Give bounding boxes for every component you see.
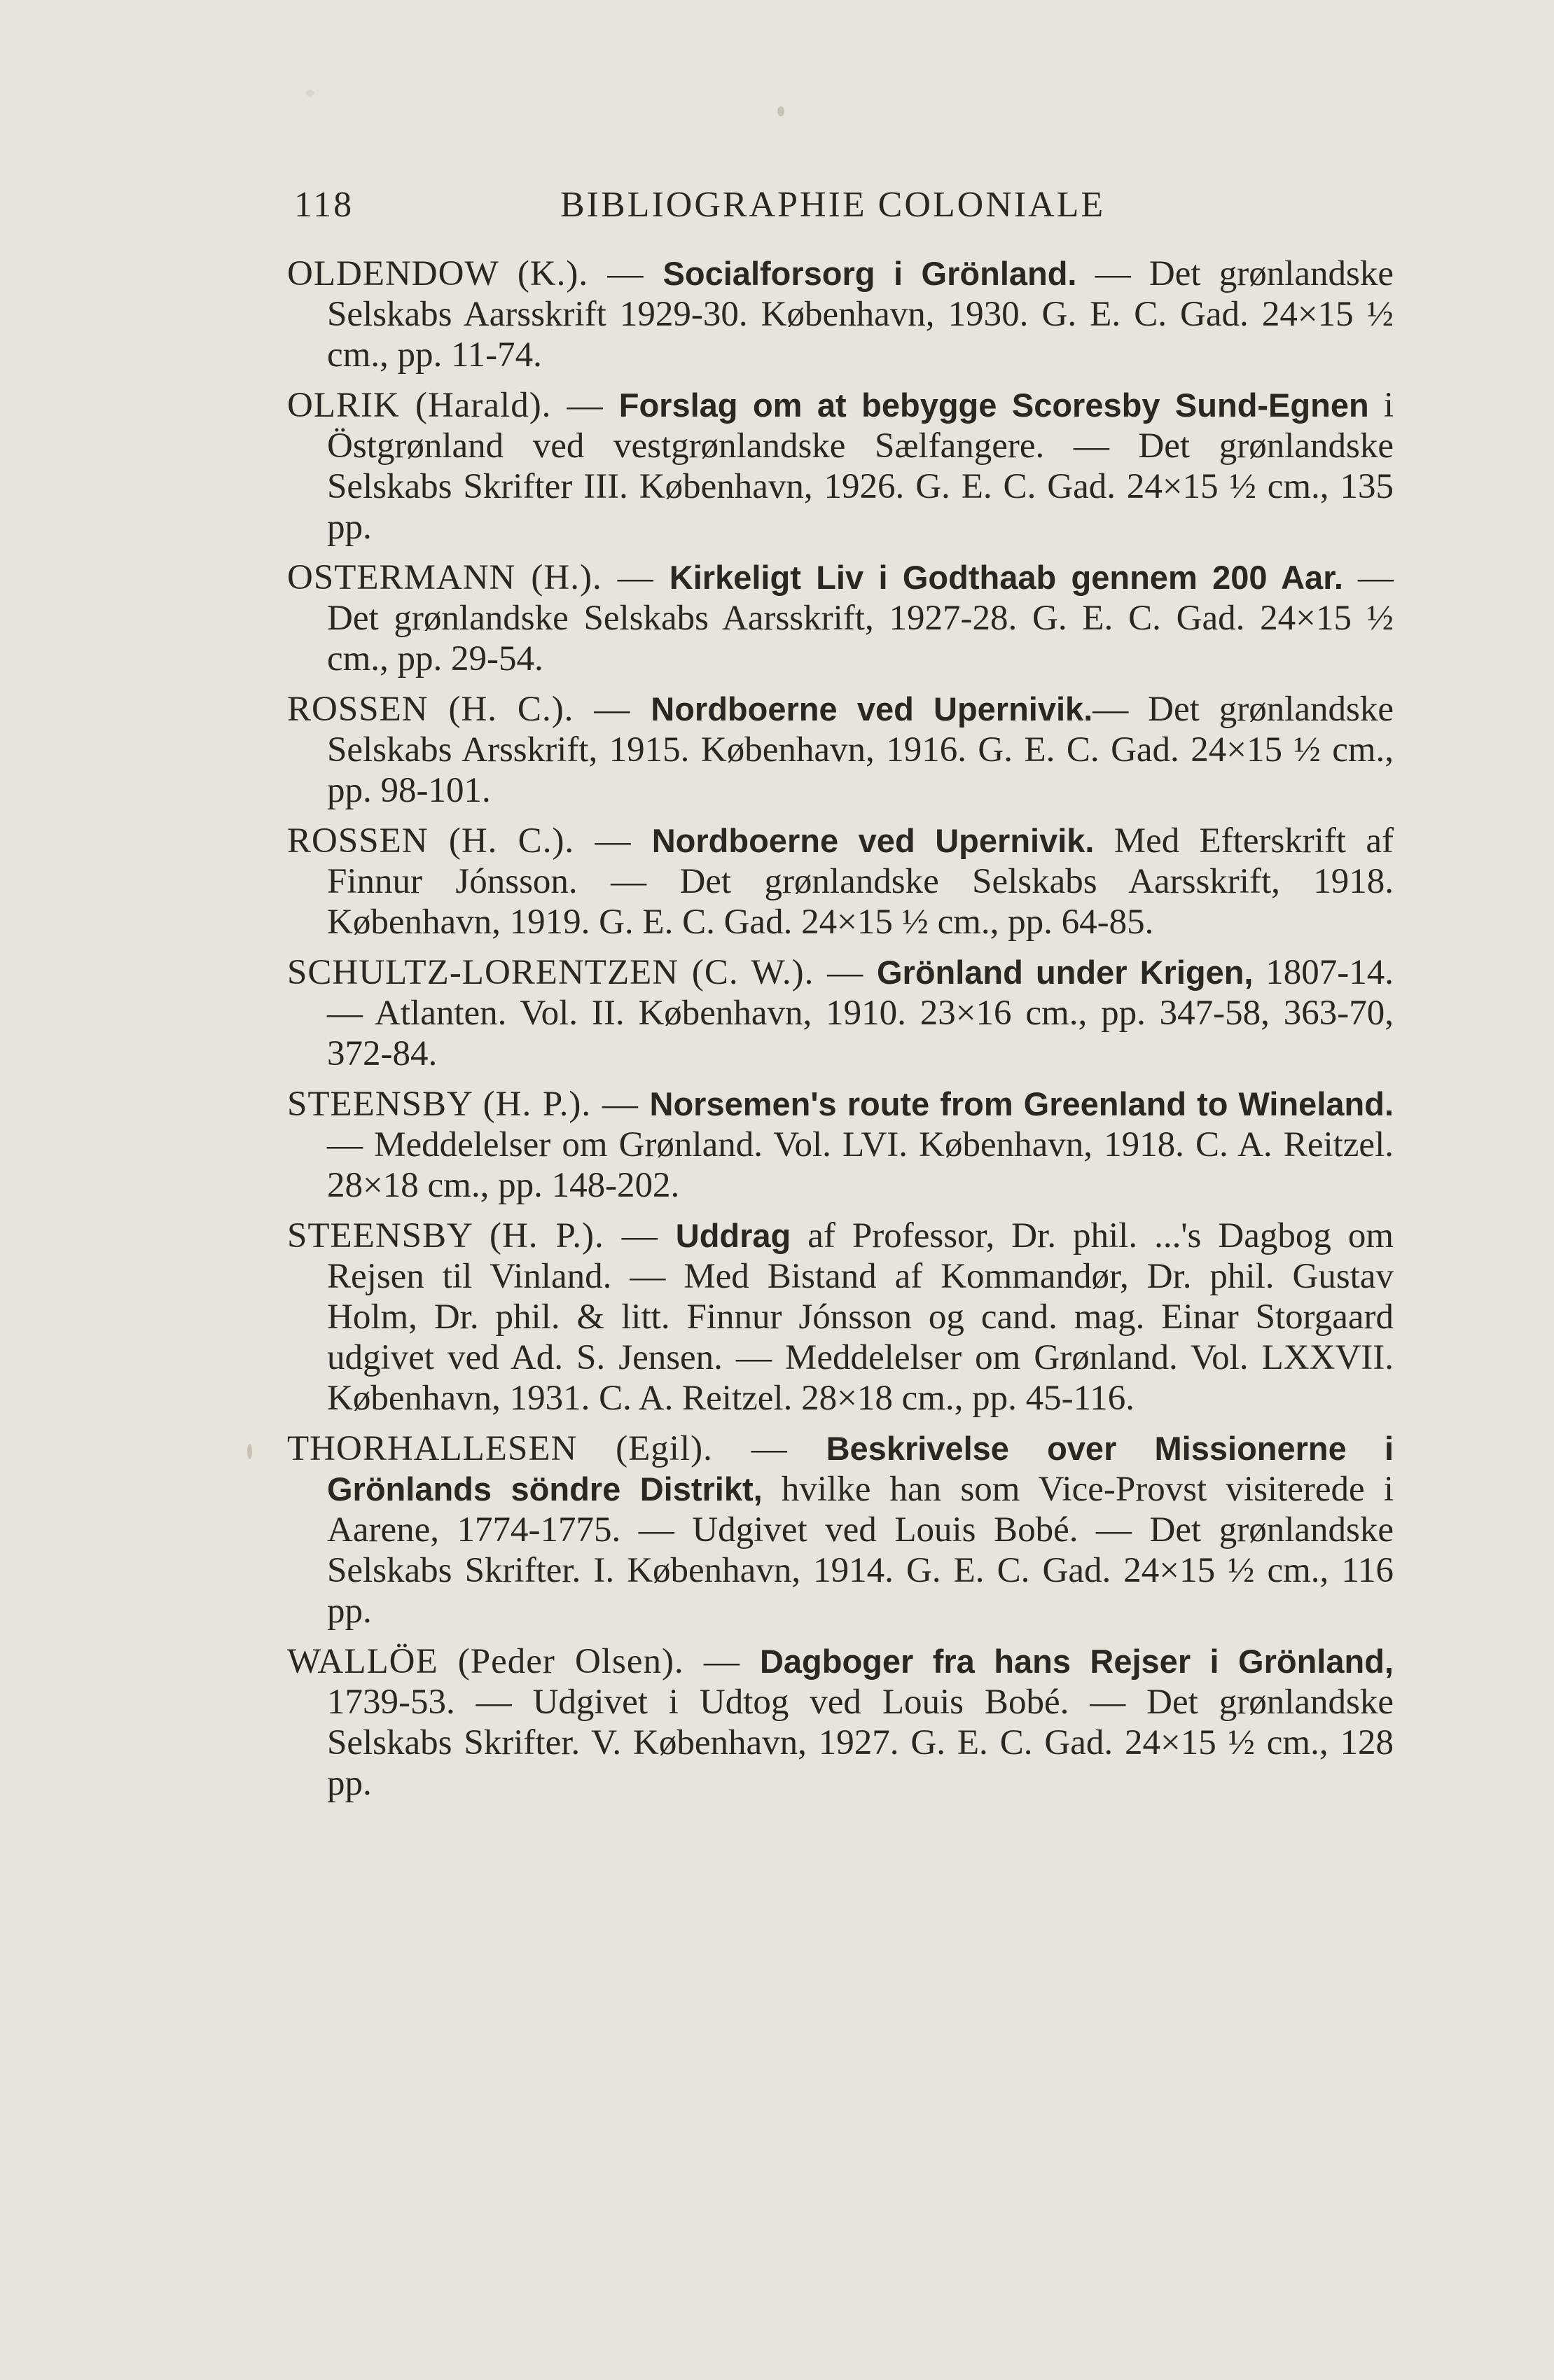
entry-author: ROSSEN (H. C.). — bbox=[287, 690, 651, 729]
entry-author: OLDENDOW (K.). — bbox=[287, 254, 663, 293]
entry-details: hvilke han som Vice-Provst visiterede i Aarene, 1774-1775. — Udgivet ved Louis Bobé. — Det grønlandske Selskabs Skrifter. I. København, 1914. G. E. C. Gad. 24×15 ½ cm., 116 pp. bbox=[327, 1470, 1394, 1631]
bibliography-entry bbox=[287, 557, 1394, 679]
entry-details: Med Efterskrift af Finnur Jónsson. — Det grønlandske Selskabs Aarsskrift, 1918. København, 1919. G. E. C. Gad. 24×15 ½ cm., pp. 64-85. bbox=[327, 821, 1394, 942]
running-title: BIBLIOGRAPHIE COLONIALE bbox=[560, 185, 1106, 225]
entry-title: Norsemen's route from Greenland to Wineland. bbox=[649, 1085, 1394, 1122]
bibliography-entry bbox=[287, 1216, 1394, 1419]
entry-details: — Meddelelser om Grønland. Vol. LVI. København, 1918. C. A. Reitzel. 28×18 cm., pp. 148-202. bbox=[327, 1125, 1394, 1205]
entry-title: Dagboger fra hans Rejser i Grönland, bbox=[759, 1643, 1394, 1680]
entry-details: — Det grønlandske Selskabs Arsskrift, 1915. København, 1916. G. E. C. Gad. 24×15 ½ cm., pp. 98-101. bbox=[327, 690, 1394, 810]
bibliography-entry bbox=[287, 1641, 1394, 1804]
bibliography-entry bbox=[287, 1428, 1394, 1631]
entry-title: Forslag om at bebygge Scoresby Sund-Egnen bbox=[618, 387, 1369, 424]
entry-title: Nordboerne ved Upernivik. bbox=[651, 690, 1093, 728]
entry-title: Grönland under Krigen, bbox=[876, 954, 1254, 991]
entry-details: — Det grønlandske Selskabs Aarsskrift 1929-30. København, 1930. G. E. C. Gad. 24×15 ½ cm., pp. 11-74. bbox=[327, 254, 1394, 375]
entry-details: — Det grønlandske Selskabs Aarsskrift, 1927-28. G. E. C. Gad. 24×15 ½ cm., pp. 29-54. bbox=[327, 558, 1394, 678]
entry-author: STEENSBY (H. P.). — bbox=[287, 1085, 650, 1124]
entry-details: 1807-14. — Atlanten. Vol. II. København, 1910. 23×16 cm., pp. 347-58, 363-70, 372-84. bbox=[327, 953, 1394, 1073]
bibliography-entry bbox=[287, 952, 1394, 1074]
entry-author: SCHULTZ-LORENTZEN (C. W.). — bbox=[287, 953, 877, 992]
paper-speck bbox=[306, 90, 314, 97]
entry-author: OLRIK (Harald). — bbox=[287, 386, 619, 425]
entry-title: Nordboerne ved Upernivik. bbox=[651, 822, 1095, 859]
entry-title: Kirkeligt Liv i Godthaab gennem 200 Aar. bbox=[669, 559, 1343, 596]
entry-title: Uddrag bbox=[675, 1217, 791, 1254]
entry-title: Socialforsorg i Grönland. bbox=[662, 255, 1077, 292]
bibliography-entry bbox=[287, 253, 1394, 375]
entry-author: OSTERMANN (H.). — bbox=[287, 558, 670, 597]
bibliography-entry bbox=[287, 385, 1394, 548]
entry-details: 1739-53. — Udgivet i Udtog ved Louis Bobé. — Det grønlandske Selskabs Skrifter. V. København, 1927. G. E. C. Gad. 24×15 ½ cm., 128 pp. bbox=[327, 1683, 1394, 1803]
paper-speck bbox=[247, 1444, 252, 1459]
entry-title: Beskrivelse over Missionerne i Grönlands söndre Distrikt, bbox=[327, 1430, 1394, 1508]
bibliography-entry bbox=[287, 1084, 1394, 1206]
paper-speck bbox=[777, 106, 784, 116]
bibliography-list bbox=[287, 253, 1394, 1814]
entry-author: STEENSBY (H. P.). — bbox=[287, 1216, 676, 1255]
entry-author: ROSSEN (H. C.). — bbox=[287, 821, 652, 861]
entry-details: i Östgrønland ved vestgrønlandske Sælfangere. — Det grønlandske Selskabs Skrifter III. København, 1926. G. E. C. Gad. 24×15 ½ cm., 135 pp. bbox=[327, 386, 1394, 547]
entry-author: WALLÖE (Peder Olsen). — bbox=[287, 1642, 760, 1681]
page-number: 118 bbox=[294, 185, 354, 225]
bibliography-entry bbox=[287, 821, 1394, 942]
entry-details: af Professor, Dr. phil. ...'s Dagbog om Rejsen til Vinland. — Med Bistand af Kommandør, Dr. phil. Gustav Holm, Dr. phil. & litt. Finnur Jónsson og cand. mag. Einar Storgaard udgivet ved Ad. S. Jensen. — Meddelelser om Grønland. Vol. LXXVII. København, 1931. C. A. Reitzel. 28×18 cm., pp. 45-116. bbox=[327, 1216, 1394, 1418]
entry-author: THORHALLESEN (Egil). — bbox=[287, 1429, 826, 1468]
bibliography-entry bbox=[287, 689, 1394, 811]
